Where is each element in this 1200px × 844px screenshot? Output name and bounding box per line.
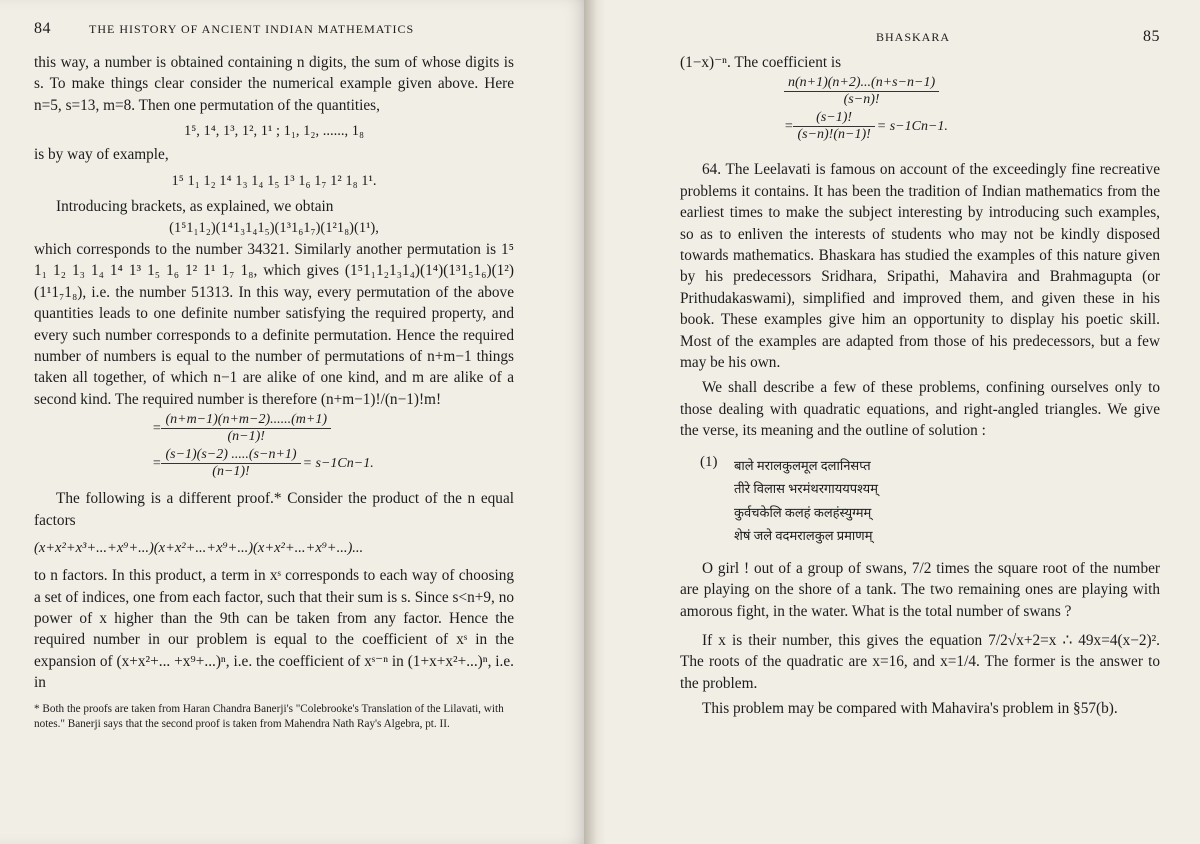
left-eq2-sign: = — [152, 455, 162, 471]
left-para-3: Introducing brackets, as explained, we obtain — [56, 197, 334, 215]
right-para-3: O girl ! out of a group of swans, 7/2 times the square root of the number are playing on the shore of a tank. The two remaining ones are playing with amorous fight, in the water. What is the total number of swans ? — [680, 559, 1160, 620]
right-fraction-1 — [784, 75, 939, 108]
verse-line: तीरे विलास भरमंथरगाययपश्यम् — [734, 481, 879, 497]
right-fraction-2-result: = s−1Cn−1. — [876, 118, 948, 134]
left-para-1: this way, a number is obtained containing n digits, the sum of whose digits is s. To make things clear consider the numerical example given above. Here n=5, s=13, m=8. Then one permutation of the quantities, — [34, 54, 514, 114]
left-page-content — [34, 20, 514, 732]
verse-lines — [734, 454, 878, 548]
left-fraction-2 — [161, 447, 300, 480]
right-eq2-sign: = — [784, 118, 794, 134]
left-fraction-2-denominator: (n−1)! — [212, 464, 250, 480]
right-running-header — [680, 20, 1160, 46]
right-page-number: 85 — [1143, 28, 1160, 45]
right-fraction-2-denominator: (s−n)!(n−1)! — [797, 127, 871, 143]
right-running-head-title: BHASKARA — [876, 30, 951, 44]
book-gutter — [584, 0, 606, 844]
left-page-number: 84 — [34, 20, 51, 37]
right-fraction-1-numerator: n(n+1)(n+2)...(n+s−n−1) — [784, 75, 939, 92]
left-para-4: which corresponds to the number 34321. Similarly another permutation is 1⁵ 1₁ 1₂ 1₃ 1₄ 1⁴ 1³ 1₅ 1₆ 1² 1¹ 1₇ 1₈, which gives (1⁵1₁1₂1₃1₄)(1⁴)(1³1₅1₆)(1²)(1¹1₇1₈), i.e. the number 51313. In this way, every permutation of the above quantities leads to one definite number satisfying the required property, and every such number corresponds to a definite permutation. Hence the required number of numbers is equal to the number of permutations of n+m−1 things taken all together, of which n−1 are alike of one kind, and m are alike of a second kind. The required number is therefore (n+m−1)!/(n−1)!m! — [34, 241, 514, 408]
left-equation-1 — [34, 412, 514, 445]
verse-number: (1) — [700, 453, 718, 470]
right-equation-2 — [680, 110, 1160, 143]
left-para-5: The following is a different proof.* Consider the product of the n equal factors — [34, 490, 514, 529]
right-fraction-1-denominator: (s−n)! — [843, 92, 880, 108]
left-fraction-2-result: = s−1Cn−1. — [302, 455, 374, 471]
right-line-1: (1−x)⁻ⁿ. The coefficient is — [680, 54, 842, 71]
left-fraction-1 — [161, 412, 331, 445]
left-eq1-sign: = — [152, 420, 162, 436]
left-math-1: 1⁵, 1⁴, 1³, 1², 1¹ ; 1₁, 1₂, ......, 1₈ — [183, 123, 365, 140]
verse-line: कुर्वचकेलि कलहं कलहंस्युग्मम् — [734, 504, 872, 520]
left-math-2: 1⁵ 1₁ 1₂ 1⁴ 1₃ 1₄ 1₅ 1³ 1₆ 1₇ 1² 1₈ 1¹. — [171, 172, 377, 189]
left-para-6: to n factors. In this product, a term in xˢ corresponds to each way of choosing a set of indices, one from each factor, such that their sum is s. Since s<n+9, no power of x higher than the 9th can be taken from any factor. Hence the required number in our problem is equal to the coefficient of xˢ in the expansion of (x+x²+... +x⁹+...)ⁿ, i.e. the coefficient of xˢ⁻ⁿ in (1+x+x²+...)ⁿ, i.e. in — [34, 567, 514, 692]
right-para-4: If x is their number, this gives the equation 7/2√x+2=x ∴ 49x=4(x−2)². The roots of the quadratic are x=16, and x=1/4. The former is the answer to the problem. — [680, 631, 1160, 692]
left-running-head-title: THE HISTORY OF ANCIENT INDIAN MATHEMATICS — [89, 22, 415, 36]
left-fraction-1-denominator: (n−1)! — [227, 429, 265, 445]
verse-line: बाले मरालकुलमूल दलानिसप्त — [734, 457, 871, 473]
left-fraction-1-numerator: (n+m−1)(n+m−2)......(m+1) — [161, 412, 331, 429]
left-math-3: (1⁵1₁1₂)(1⁴1₃1₄1₅)(1³1₆1₇)(1²1₈)(1¹), — [169, 220, 379, 237]
right-para-1: 64. The Leelavati is famous on account of the exceedingly fine recreative problems it contains. It has been the tradition of Indian mathematics from the earliest times to make the subject interesting by introducing such examples, so as to enliven the interests of students who may not be kindly disposed towards mathematics. Bhaskara has studied the examples of this nature given by his predecessors Sridhara, Sripathi, Mahavira and Brahmagupta (or Prithudakaswami), simplified and improved them, and given these in his book. These examples give him an opportunity to display his poetic skill. Most of the examples are adapted from those of his predecessors, but a few may be his own. — [680, 161, 1160, 372]
left-math-4: (x+x²+x³+...+x⁹+...)(x+x²+...+x⁹+...)(x+x²+...+x⁹+...)... — [34, 540, 364, 557]
right-fraction-2 — [793, 110, 874, 143]
left-equation-2 — [34, 447, 514, 480]
left-running-header — [34, 20, 514, 38]
right-fraction-2-numerator: (s−1)! — [793, 110, 874, 127]
verse-line: शेषं जले वदमरालकुल प्रमाणम् — [734, 528, 873, 544]
left-fraction-2-numerator: (s−1)(s−2) .....(s−n+1) — [161, 447, 300, 464]
right-para-5: This problem may be compared with Mahavira's problem in §57(b). — [702, 700, 1118, 718]
sanskrit-verse — [680, 454, 1160, 548]
right-page-content — [680, 20, 1160, 720]
right-para-2: We shall describe a few of these problems, confining ourselves only to those dealing with quadratic equations, and right-angled triangles. We give the verse, its meaning and the outline of solution : — [680, 379, 1160, 440]
left-para-2: is by way of example, — [34, 146, 169, 164]
right-equation-1 — [680, 75, 1160, 108]
left-footnote: * Both the proofs are taken from Haran Chandra Banerji's "Colebrooke's Translation of the Lilavati, with notes." Banerji says that the second proof is taken from Mahendra Nath Ray's Algebra, pt. II. — [34, 702, 504, 730]
